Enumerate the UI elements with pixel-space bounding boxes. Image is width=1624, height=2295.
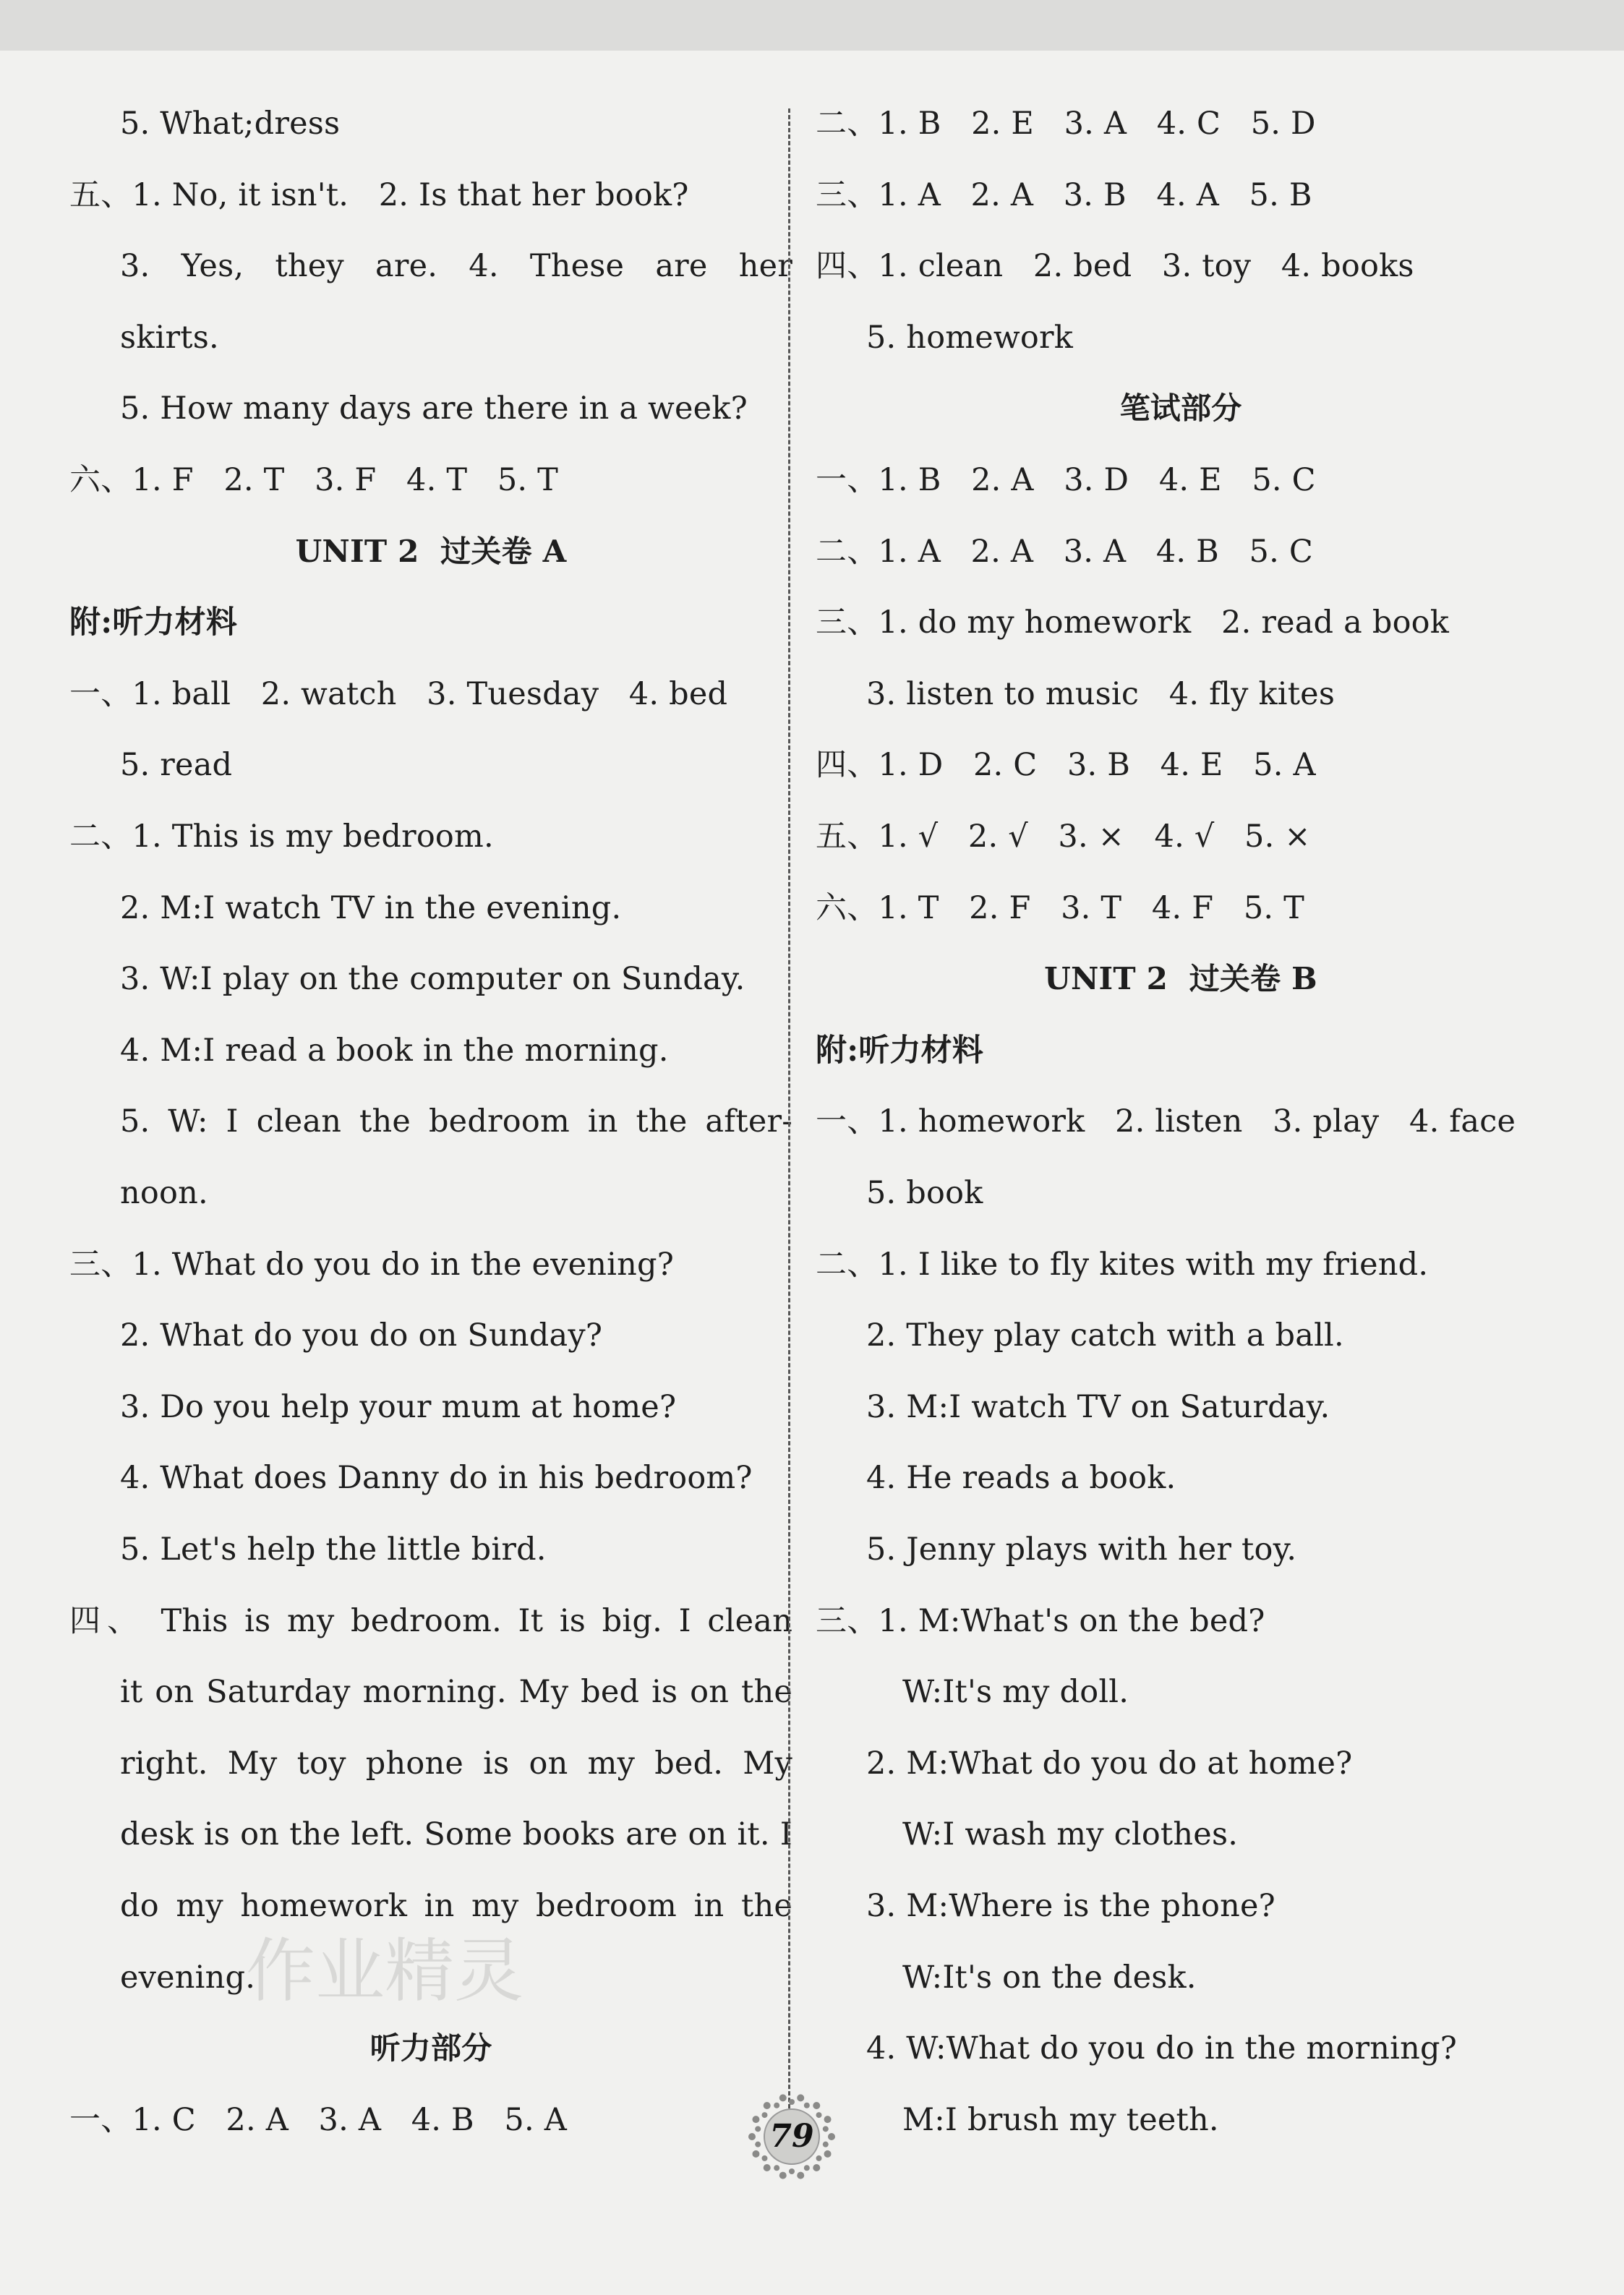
answer-line: 三、1. What do you do in the evening? — [69, 1246, 674, 1283]
answer-line: 四、 This is my bedroom. It is big. I clean — [69, 1602, 792, 1639]
answer-line: 5. Jenny plays with her toy. — [866, 1531, 1297, 1568]
answer-line: desk is on the left. Some books are on it. I — [120, 1816, 792, 1853]
answer-line: 二、1. This is my bedroom. — [69, 819, 494, 855]
answer-line: 3. M:I watch TV on Saturday. — [866, 1388, 1330, 1425]
answer-line: 三、1. do my homework 2. read a book — [816, 604, 1450, 641]
answer-line: 5. What;dress — [120, 106, 341, 142]
answer-line: 4. What does Danny do in his bedroom? — [120, 1460, 753, 1497]
answer-line: 附:听力材料 — [816, 1032, 984, 1069]
answer-line: 2. M:What do you do at home? — [866, 1745, 1353, 1782]
answer-line: 附:听力材料 — [69, 604, 238, 641]
answer-line: 一、1. ball 2. watch 3. Tuesday 4. bed — [69, 675, 728, 712]
answer-line: skirts. — [120, 319, 219, 356]
column-divider — [788, 108, 790, 2147]
answer-line: 五、1. √ 2. √ 3. × 4. √ 5. × — [816, 819, 1311, 855]
page-number: 79 — [769, 2118, 814, 2155]
answer-line: 5. Let's help the little bird. — [120, 1531, 547, 1568]
answer-line: W:It's on the desk. — [902, 1959, 1197, 1996]
answer-line: 五、1. No, it isn't. 2. Is that her book? — [69, 176, 689, 213]
answer-line: right. My toy phone is on my bed. My — [120, 1745, 792, 1782]
answer-line: 六、1. T 2. F 3. T 4. F 5. T — [816, 889, 1305, 926]
answer-line: 3. W:I play on the computer on Sunday. — [120, 961, 745, 998]
section-heading: UNIT 2 过关卷 B — [1044, 961, 1317, 997]
section-heading: 笔试部分 — [1119, 390, 1242, 427]
answer-line: 5. book — [866, 1175, 983, 1211]
answer-line: 5. W: I clean the bedroom in the after- — [120, 1103, 792, 1140]
answer-line: 一、1. B 2. A 3. D 4. E 5. C — [816, 462, 1316, 498]
answer-line: 二、1. A 2. A 3. A 4. B 5. C — [816, 533, 1313, 570]
answer-line: 3. listen to music 4. fly kites — [866, 675, 1335, 712]
answer-line: 3. Yes, they are. 4. These are her — [120, 248, 792, 285]
answer-line: 5. How many days are there in a week? — [120, 390, 748, 427]
answer-line: M:I brush my teeth. — [902, 2101, 1219, 2138]
answer-line: 5. read — [120, 747, 233, 784]
answer-line: 六、1. F 2. T 3. F 4. T 5. T — [69, 462, 559, 498]
section-heading: 听力部分 — [369, 2030, 492, 2067]
answer-line: 4. He reads a book. — [866, 1460, 1176, 1497]
answer-line: 5. homework — [866, 319, 1074, 356]
section-heading: UNIT 2 过关卷 A — [295, 533, 567, 569]
answer-line: 一、1. homework 2. listen 3. play 4. face — [816, 1103, 1516, 1140]
answer-line: 一、1. C 2. A 3. A 4. B 5. A — [69, 2101, 567, 2138]
answer-line: 2. M:I watch TV in the evening. — [120, 889, 622, 926]
answer-line: W:I wash my clothes. — [902, 1816, 1239, 1853]
watermark: 作业精灵 — [246, 1931, 523, 2012]
answer-line: 三、1. M:What's on the bed? — [816, 1602, 1265, 1639]
answer-line: 4. W:What do you do in the morning? — [866, 2030, 1457, 2067]
answer-line: 四、1. D 2. C 3. B 4. E 5. A — [816, 747, 1316, 784]
page-number-badge — [745, 2090, 839, 2184]
answer-line: it on Saturday morning. My bed is on the — [120, 1674, 792, 1711]
answer-line: 四、1. clean 2. bed 3. toy 4. books — [816, 248, 1414, 285]
answer-line: 3. Do you help your mum at home? — [120, 1388, 677, 1425]
answer-line: W:It's my doll. — [902, 1674, 1129, 1711]
answer-line: 二、1. I like to fly kites with my friend. — [816, 1246, 1429, 1283]
answer-line: 2. What do you do on Sunday? — [120, 1317, 603, 1354]
answer-line: 2. They play catch with a ball. — [866, 1317, 1344, 1354]
answer-line: 4. M:I read a book in the morning. — [120, 1032, 669, 1069]
answer-line: 3. M:Where is the phone? — [866, 1888, 1275, 1924]
answer-line: 三、1. A 2. A 3. B 4. A 5. B — [816, 176, 1312, 213]
answer-line: do my homework in my bedroom in the — [120, 1888, 792, 1924]
answer-line: noon. — [120, 1175, 208, 1211]
answer-line: 二、1. B 2. E 3. A 4. C 5. D — [816, 106, 1316, 142]
answer-line: evening. — [120, 1959, 256, 1996]
scan-top-edge — [0, 0, 1624, 51]
